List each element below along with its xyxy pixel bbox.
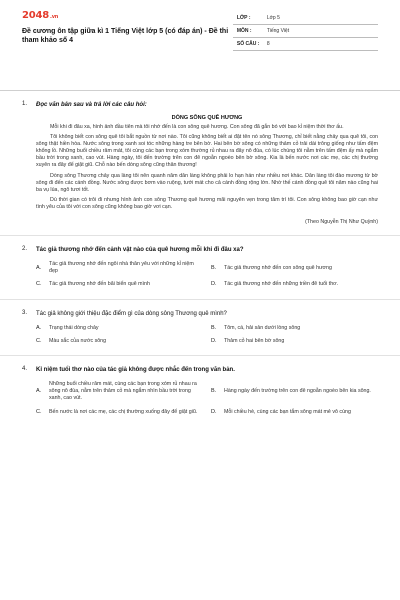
answer-options: [36, 325, 378, 345]
header: [22, 10, 378, 80]
option-text: Thảm cỏ hai bên bờ sông: [224, 337, 285, 344]
info-value: 8: [266, 41, 270, 47]
option-letter: D.: [211, 337, 217, 344]
question-body: [36, 310, 378, 345]
info-row-count: [233, 38, 378, 51]
logo-text: 2048: [22, 10, 50, 21]
info-label: SỐ CÂU :: [236, 41, 260, 47]
passage-paragraph: Mỗi khi đi đâu xa, hình ảnh đầu tiên mà tôi nhớ đến là con sông quê hương. Con sông đã gắn bó với bao kỉ niệm thời thơ ấu.: [50, 124, 344, 130]
site-logo[interactable]: [22, 10, 233, 21]
question-text: Tác giả thương nhớ đến cảnh vật nào của quê hương mỗi khi đi đâu xa?: [36, 247, 244, 254]
option-letter: A.: [36, 264, 42, 271]
answer-option-d[interactable]: [211, 281, 378, 288]
info-label: LỚP :: [236, 15, 251, 21]
info-row-subject: [233, 25, 378, 38]
question-text: Kỉ niệm tuổi thơ nào của tác giả không được nhắc đến trong văn bản.: [36, 367, 235, 374]
answer-option-a[interactable]: [36, 261, 203, 275]
answer-options: [36, 261, 378, 289]
answer-option-a[interactable]: [36, 325, 203, 332]
header-left: [22, 10, 233, 45]
info-row-grade: [233, 12, 378, 25]
option-text: Bến nước là nơi các mẹ, các chị thường xuống đây để giặt giũ.: [49, 408, 198, 415]
option-text: Những buổi chiều râm mát, cùng các bạn trong xóm rủ nhau ra sông nô đùa, nằm trên thảm cỏ mà ngắm nhìn bầu trời trong xanh, cao vút.: [49, 381, 197, 402]
question-text: Tác giả không giới thiệu đặc điểm gì của dòng sông Thương quê mình?: [36, 310, 227, 317]
question-separator: [0, 235, 400, 236]
info-value: Lớp 5: [266, 15, 280, 21]
answer-option-d[interactable]: [211, 338, 378, 345]
passage-title: DÒNG SÔNG QUÊ HƯƠNG: [171, 115, 243, 121]
info-label: MÔN :: [236, 28, 252, 34]
option-text: Tác giả thương nhớ đến ngôi nhà thân yêu với những kỉ niệm đẹp: [49, 261, 194, 275]
option-letter: B.: [211, 264, 217, 271]
answer-option-b[interactable]: [211, 261, 378, 275]
answer-option-c[interactable]: [36, 338, 203, 345]
option-text: Mỗi chiều hè, cùng các bạn tắm sông mát mẻ vô cùng: [224, 408, 351, 415]
option-letter: C.: [36, 281, 42, 288]
option-letter: D.: [211, 281, 217, 288]
question-body: [36, 366, 378, 416]
answer-option-c[interactable]: [36, 409, 203, 416]
option-text: Trạng thái dòng chảy: [49, 324, 99, 331]
question-1: [22, 101, 378, 225]
question-text: Đọc văn bản sau và trả lời các câu hỏi:: [36, 102, 147, 108]
option-letter: C.: [36, 337, 42, 344]
option-letter: B.: [211, 388, 217, 395]
answer-option-b[interactable]: [211, 325, 378, 332]
option-letter: D.: [211, 408, 217, 415]
passage-source: (Theo Nguyễn Thị Như Quỳnh): [305, 219, 378, 226]
option-text: Màu sắc của nước sông: [49, 337, 107, 344]
question-4: [22, 366, 378, 416]
option-letter: C.: [36, 408, 42, 415]
passage-paragraph: Dòng sông Thương chảy qua làng tôi nên quanh năm dân làng không phải lo hạn hán như nhiều nơi khác. Dân làng tôi đào mương từ bờ sông đi đến các cánh đồng. Nước sông được bơm vào ruộng, tưới mát cho cả cánh đồng rộng lớn. Nhờ thế cánh đồng quê tôi năm nào cũng hai ba vụ lúa, ngô tươi tốt.: [36, 172, 378, 193]
question-2: [22, 246, 378, 289]
option-text: Hàng ngày đến trường trên con đê ngoằn ngoèo bên kia sông.: [224, 388, 371, 395]
option-letter: A.: [36, 388, 42, 395]
question-body: [36, 246, 378, 289]
option-text: Tác giả thương nhớ đến con sông quê hương: [224, 264, 332, 271]
question-separator: [0, 299, 400, 300]
question-3: [22, 310, 378, 345]
passage-paragraph: Dù thời gian có trôi đi nhưng hình ảnh con sông Thương quê hương mãi nguyên vẹn trong tâm trí tôi. Con sông không bao giờ cạn như tình yêu của tôi với con sông cũng không bao giờ vơi cạn.: [36, 196, 378, 210]
option-text: Tác giả thương nhớ đến bãi biển quê mình: [49, 281, 150, 288]
question-number: 3.: [22, 309, 28, 316]
logo-tld: .vn: [50, 14, 59, 20]
question-number: 1.: [22, 101, 28, 107]
answer-option-c[interactable]: [36, 281, 203, 288]
option-text: Tác giả thương nhớ đến những triền đê tuổi thơ.: [224, 281, 339, 288]
question-number: 2.: [22, 246, 28, 253]
passage-paragraph: Tôi không biết con sông quê tôi bắt nguồn từ nơi nào. Tôi cũng không biết ai đặt tên nó sông Thương, chỉ biết nằng chảy qua quê tôi, con sông thật hiền hòa. Nước sông trong xanh soi tóc những hàng tre bên bờ. Hai bên bờ sông có những thảm cỏ trải dài trông giống như tấm đệm khổng lồ. Những buổi chiều râm mát, tôi cùng các bạn trong xóm thường rủ nhau ra đây nô đùa, có lúc chúng tôi nằm trên tấm đệm ấy mà ngắm bầu trời trong xanh, cao vút. Hàng ngày, tôi đến trường trên con đê ngoằn ngoèo bên bờ sông. Kia là bến nước nơi các mẹ, các chị thường xuyên ra đây để giặt giũ. Chỗ nào bến dòng sông cũng thân thương!: [36, 134, 378, 169]
answer-options: [36, 381, 378, 416]
answer-option-b[interactable]: [211, 381, 378, 403]
question-body: [36, 101, 378, 225]
option-letter: B.: [211, 324, 217, 331]
question-separator: [0, 355, 400, 356]
answer-option-a[interactable]: [36, 381, 203, 403]
info-value: Tiếng Việt: [266, 28, 290, 34]
option-text: Tôm, cá, hải sản dưới lòng sông: [224, 324, 301, 331]
option-letter: A.: [36, 324, 42, 331]
header-divider: [0, 90, 400, 91]
info-table: [233, 12, 378, 51]
question-number: 4.: [22, 366, 28, 373]
answer-option-d[interactable]: [211, 409, 378, 416]
document-title: Đề cương ôn tập giữa kì 1 Tiếng Việt lớp 5 (có đáp án) - Đề thi tham khảo số 4: [22, 28, 229, 44]
